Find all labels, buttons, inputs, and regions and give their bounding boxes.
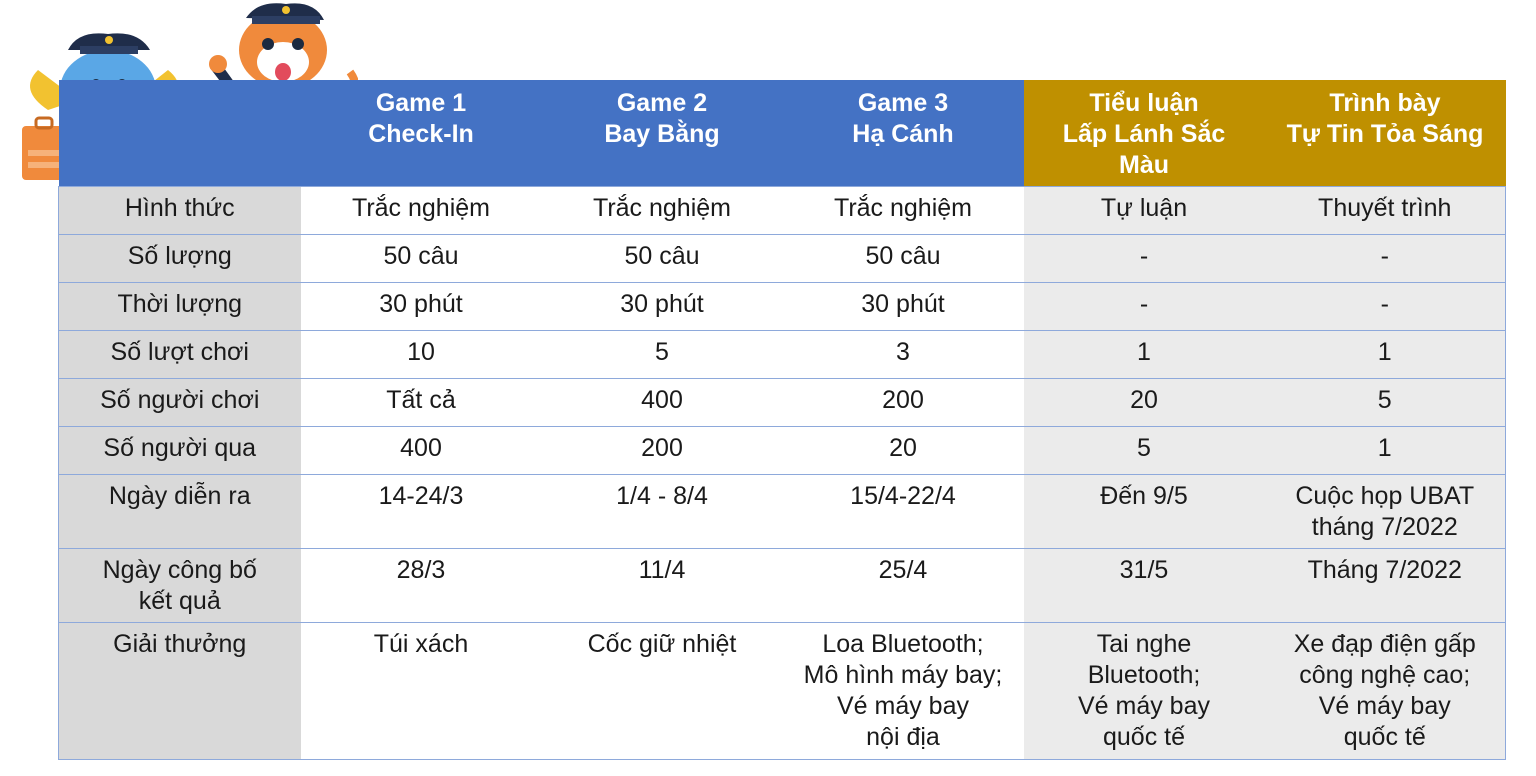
table-cell: 1 (1024, 330, 1265, 378)
table-cell: Trắc nghiệm (301, 186, 542, 234)
table-cell: 200 (783, 378, 1024, 426)
table-cell: 5 (542, 330, 783, 378)
table-cell: 50 câu (542, 234, 783, 282)
header-essay: Tiểu luận Lấp Lánh Sắc Màu (1024, 80, 1265, 186)
table-row-results-date (59, 548, 1506, 622)
row-label: Thời lượng (59, 282, 301, 330)
table-cell: Túi xách (301, 622, 542, 759)
table-cell: 400 (542, 378, 783, 426)
table-row-turns (59, 330, 1506, 378)
table-cell: Thuyết trình (1265, 186, 1506, 234)
table-cell: 30 phút (301, 282, 542, 330)
table-row-passers (59, 426, 1506, 474)
table-cell: 28/3 (301, 548, 542, 622)
row-label: Số lượng (59, 234, 301, 282)
table-cell: Cuộc họp UBAT tháng 7/2022 (1265, 474, 1506, 548)
table-cell: 3 (783, 330, 1024, 378)
row-label: Hình thức (59, 186, 301, 234)
table-cell: 20 (783, 426, 1024, 474)
table-cell: 15/4-22/4 (783, 474, 1024, 548)
header-presentation: Trình bày Tự Tin Tỏa Sáng (1265, 80, 1506, 186)
row-label: Ngày công bố kết quả (59, 548, 301, 622)
table-cell: Cốc giữ nhiệt (542, 622, 783, 759)
table-cell: Tất cả (301, 378, 542, 426)
table-cell: Loa Bluetooth; Mô hình máy bay; Vé máy bay nội địa (783, 622, 1024, 759)
table-row-format (59, 186, 1506, 234)
header-corner-cell (59, 80, 301, 186)
row-label: Số lượt chơi (59, 330, 301, 378)
table-cell: 1 (1265, 330, 1506, 378)
table-row-duration (59, 282, 1506, 330)
table-cell: - (1265, 282, 1506, 330)
table-cell: Trắc nghiệm (783, 186, 1024, 234)
table-cell: 5 (1265, 378, 1506, 426)
table-cell: 30 phút (783, 282, 1024, 330)
table-cell: 30 phút (542, 282, 783, 330)
table-cell: - (1024, 282, 1265, 330)
table-cell: 10 (301, 330, 542, 378)
table-row-quantity (59, 234, 1506, 282)
table-row-dates (59, 474, 1506, 548)
table-cell: 1 (1265, 426, 1506, 474)
row-label: Giải thưởng (59, 622, 301, 759)
table-cell: Trắc nghiệm (542, 186, 783, 234)
table-cell: Tự luận (1024, 186, 1265, 234)
table-row-players (59, 378, 1506, 426)
table-cell: Xe đạp điện gấp công nghệ cao; Vé máy bay quốc tế (1265, 622, 1506, 759)
header-game-3: Game 3 Hạ Cánh (783, 80, 1024, 186)
table-cell: 5 (1024, 426, 1265, 474)
table-cell: 14-24/3 (301, 474, 542, 548)
table-cell: - (1024, 234, 1265, 282)
table-cell: 400 (301, 426, 542, 474)
table-cell: 11/4 (542, 548, 783, 622)
table-cell: 20 (1024, 378, 1265, 426)
table-cell: Tai nghe Bluetooth; Vé máy bay quốc tế (1024, 622, 1265, 759)
table-cell: - (1265, 234, 1506, 282)
table-cell: 25/4 (783, 548, 1024, 622)
table-cell: 50 câu (301, 234, 542, 282)
table-header-row (59, 80, 1506, 186)
competition-schedule-table (58, 80, 1506, 760)
table-cell: 50 câu (783, 234, 1024, 282)
table-cell: 200 (542, 426, 783, 474)
row-label: Số người chơi (59, 378, 301, 426)
table-cell: 1/4 - 8/4 (542, 474, 783, 548)
table-cell: Tháng 7/2022 (1265, 548, 1506, 622)
row-label: Ngày diễn ra (59, 474, 301, 548)
header-game-1: Game 1 Check-In (301, 80, 542, 186)
table-cell: 31/5 (1024, 548, 1265, 622)
header-game-2: Game 2 Bay Bằng (542, 80, 783, 186)
table-row-prizes (59, 622, 1506, 759)
row-label: Số người qua (59, 426, 301, 474)
table-cell: Đến 9/5 (1024, 474, 1265, 548)
